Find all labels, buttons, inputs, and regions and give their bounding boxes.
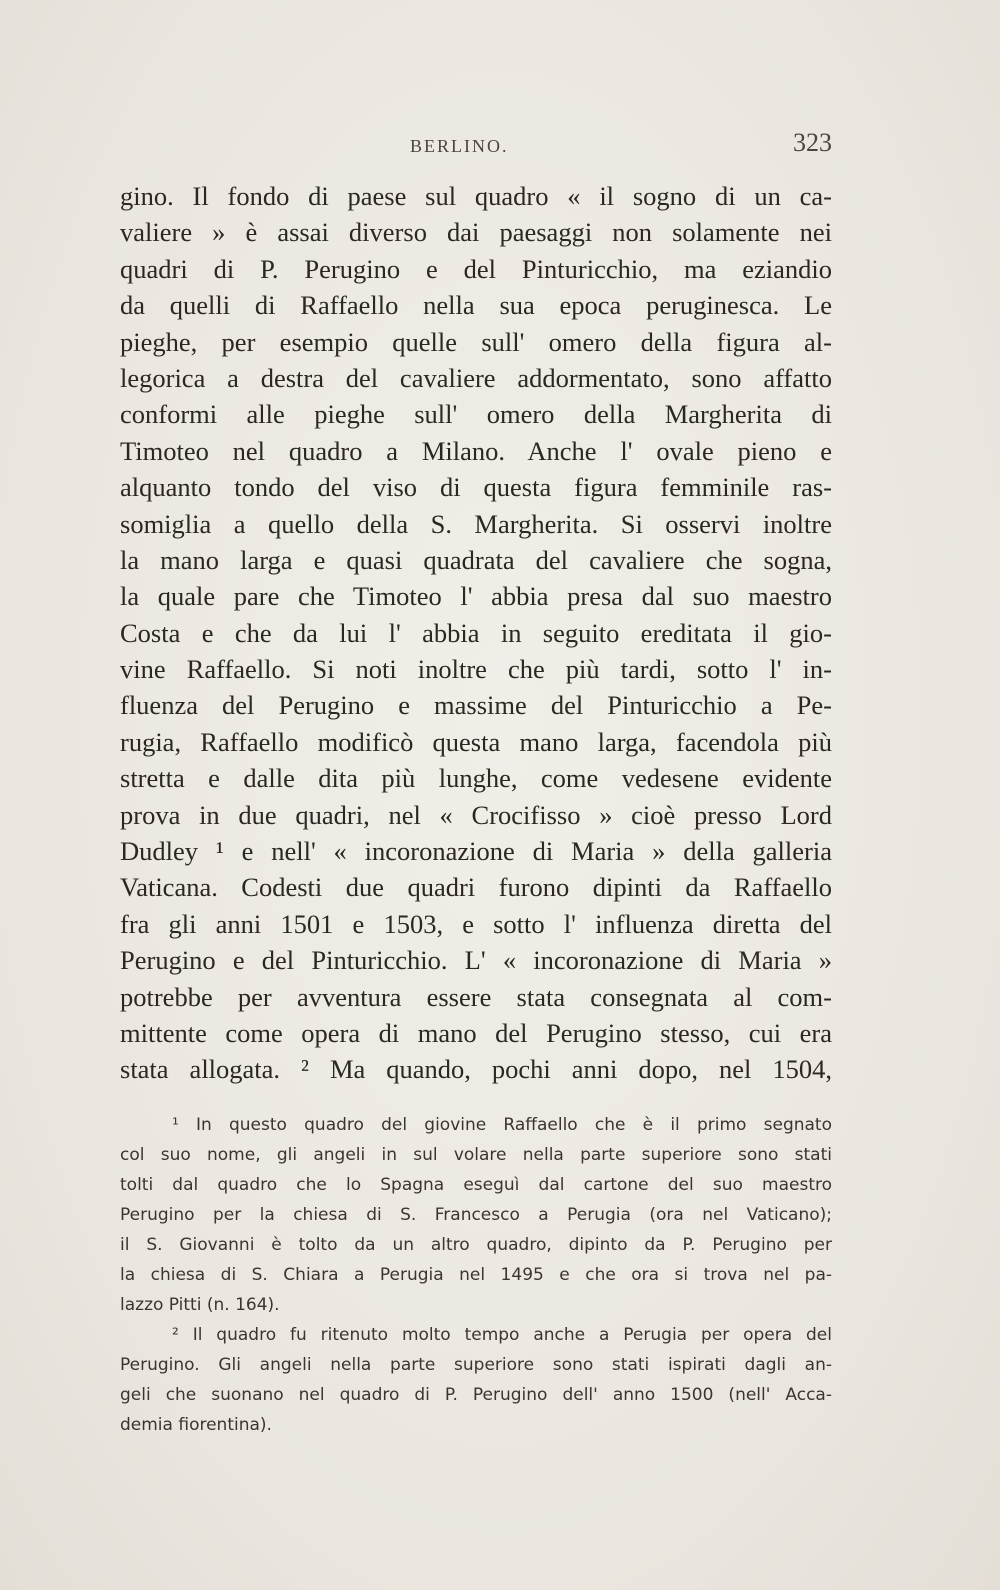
page-header bbox=[120, 128, 832, 168]
running-head: BERLINO. bbox=[410, 136, 509, 156]
text-line: quadri di P. Perugino e del Pinturicchio, ma eziandio bbox=[120, 253, 832, 284]
footnote-line: col suo nome, gli angeli in sul volare nella parte superiore sono stati bbox=[120, 1145, 832, 1165]
text-line: la mano larga e quasi quadrata del cavaliere che sogna, bbox=[120, 544, 832, 575]
footnote-1 bbox=[120, 1110, 832, 1320]
text-line: la quale pare che Timoteo l' abbia presa dal suo maestro bbox=[120, 581, 832, 612]
text-line: gino. Il fondo di paese sul quadro « il sogno di un ca- bbox=[120, 181, 832, 211]
footnote-line: ² Il quadro fu ritenuto molto tempo anche a Perugia per opera del bbox=[172, 1325, 832, 1345]
text-line: da quelli di Raffaello nella sua epoca peruginesca. Le bbox=[120, 290, 832, 321]
page-number: 323 bbox=[793, 128, 832, 157]
text-line: stata allogata. ² Ma quando, pochi anni dopo, nel 1504, bbox=[120, 1054, 832, 1085]
footnotes bbox=[120, 1110, 832, 1440]
footnote-line: Perugino per la chiesa di S. Francesco a Perugia (ora nel Vaticano); bbox=[120, 1205, 832, 1225]
text-line: prova in due quadri, nel « Crocifisso » cioè presso Lord bbox=[120, 799, 832, 830]
footnote-line: lazzo Pitti (n. 164). bbox=[120, 1295, 280, 1315]
footnote-line: ¹ In questo quadro del giovine Raffaello che è il primo segnato bbox=[172, 1115, 832, 1135]
footnote-line: la chiesa di S. Chiara a Perugia nel 1495 e che ora si trova nel pa- bbox=[120, 1265, 832, 1285]
text-line: mittente come opera di mano del Perugino stesso, cui era bbox=[120, 1017, 832, 1048]
main-text bbox=[120, 178, 832, 1088]
footnote-2 bbox=[120, 1320, 832, 1440]
text-line: pieghe, per esempio quelle sull' omero della figura al- bbox=[120, 326, 832, 357]
footnote-line: tolti dal quadro che lo Spagna eseguì dal cartone del suo maestro bbox=[120, 1175, 832, 1195]
text-line: fluenza del Perugino e massime del Pinturicchio a Pe- bbox=[120, 690, 832, 721]
text-line: fra gli anni 1501 e 1503, e sotto l' influenza diretta del bbox=[120, 908, 832, 939]
text-line: stretta e dalle dita più lunghe, come vedesene evidente bbox=[120, 763, 832, 794]
text-line: Vaticana. Codesti due quadri furono dipinti da Raffaello bbox=[120, 872, 832, 903]
text-line: Timoteo nel quadro a Milano. Anche l' ovale pieno e bbox=[120, 435, 832, 466]
text-line: conformi alle pieghe sull' omero della Margherita di bbox=[120, 399, 832, 430]
footnote-line: demia fiorentina). bbox=[120, 1415, 272, 1435]
footnote-line: il S. Giovanni è tolto da un altro quadro, dipinto da P. Perugino per bbox=[120, 1235, 832, 1255]
footnote-line: geli che suonano nel quadro di P. Perugino dell' anno 1500 (nell' Acca- bbox=[120, 1385, 832, 1405]
text-line: Dudley ¹ e nell' « incoronazione di Maria » della galleria bbox=[120, 836, 832, 867]
text-line: Costa e che da lui l' abbia in seguito ereditata il gio- bbox=[120, 617, 832, 648]
text-line: legorica a destra del cavaliere addormentato, sono affatto bbox=[120, 362, 832, 393]
text-line: Perugino e del Pinturicchio. L' « incoronazione di Maria » bbox=[120, 945, 832, 976]
text-line: valiere » è assai diverso dai paesaggi non solamente nei bbox=[120, 217, 832, 248]
text-line: alquanto tondo del viso di questa figura femminile ras- bbox=[120, 472, 832, 503]
text-line: rugia, Raffaello modificò questa mano larga, facendola più bbox=[120, 726, 832, 757]
text-line: potrebbe per avventura essere stata consegnata al com- bbox=[120, 981, 832, 1012]
text-line: somiglia a quello della S. Margherita. Si osservi inoltre bbox=[120, 508, 832, 539]
footnote-line: Perugino. Gli angeli nella parte superiore sono stati ispirati dagli an- bbox=[120, 1355, 832, 1375]
text-line: vine Raffaello. Si noti inoltre che più tardi, sotto l' in- bbox=[120, 654, 832, 685]
